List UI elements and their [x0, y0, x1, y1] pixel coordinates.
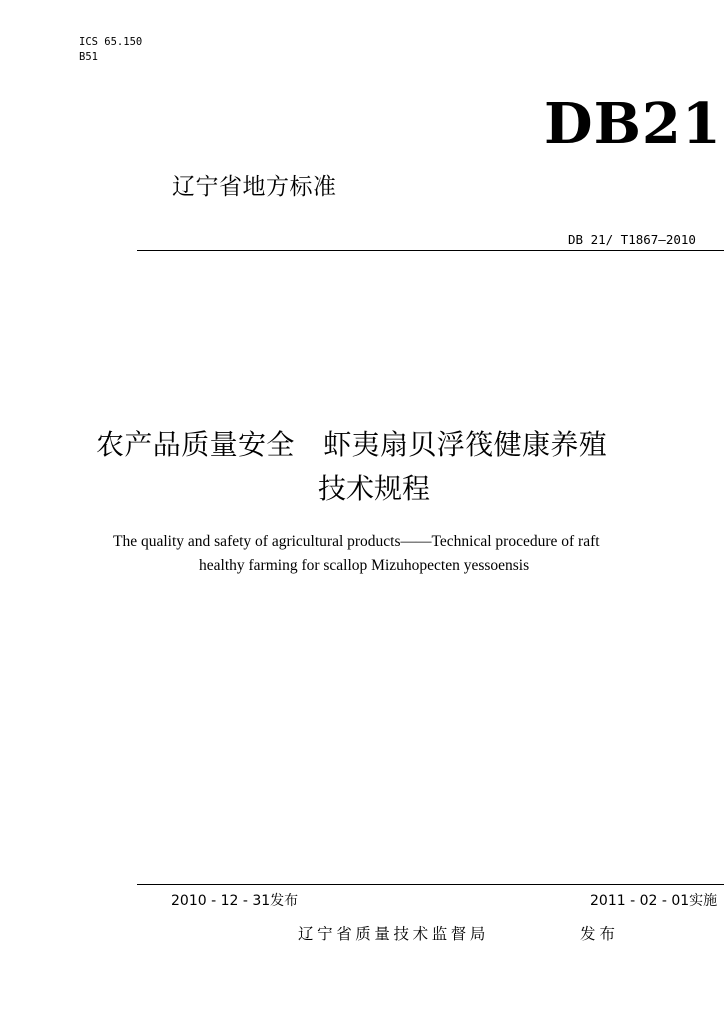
standard-number: DB 21/ T1867—2010: [568, 232, 696, 247]
title-zh-line2: 技术规程: [318, 472, 431, 505]
implementation-date: 2011 - 02 - 01实施: [590, 893, 718, 909]
title-en-line2: healthy farming for scallop Mizuhopecten yessoensis: [199, 557, 530, 574]
standard-type: 辽宁省地方标准: [172, 174, 337, 200]
issued-label: 发布: [580, 925, 620, 943]
issue-date: 2010 - 12 - 31发布: [171, 893, 299, 909]
ics-code: ICS 65.150: [79, 36, 143, 48]
title-zh-line1: 农产品质量安全 虾夷扇贝浮筏健康养殖: [96, 428, 608, 461]
db-mark: DB21: [544, 91, 722, 157]
title-en-line1: The quality and safety of agricultural products——Technical procedure of raft: [113, 533, 600, 550]
classification-code: B51: [79, 51, 98, 63]
issuing-authority: 辽宁省质量技术监督局: [298, 925, 490, 943]
footer-divider: [137, 884, 724, 885]
header-divider: [137, 250, 724, 251]
